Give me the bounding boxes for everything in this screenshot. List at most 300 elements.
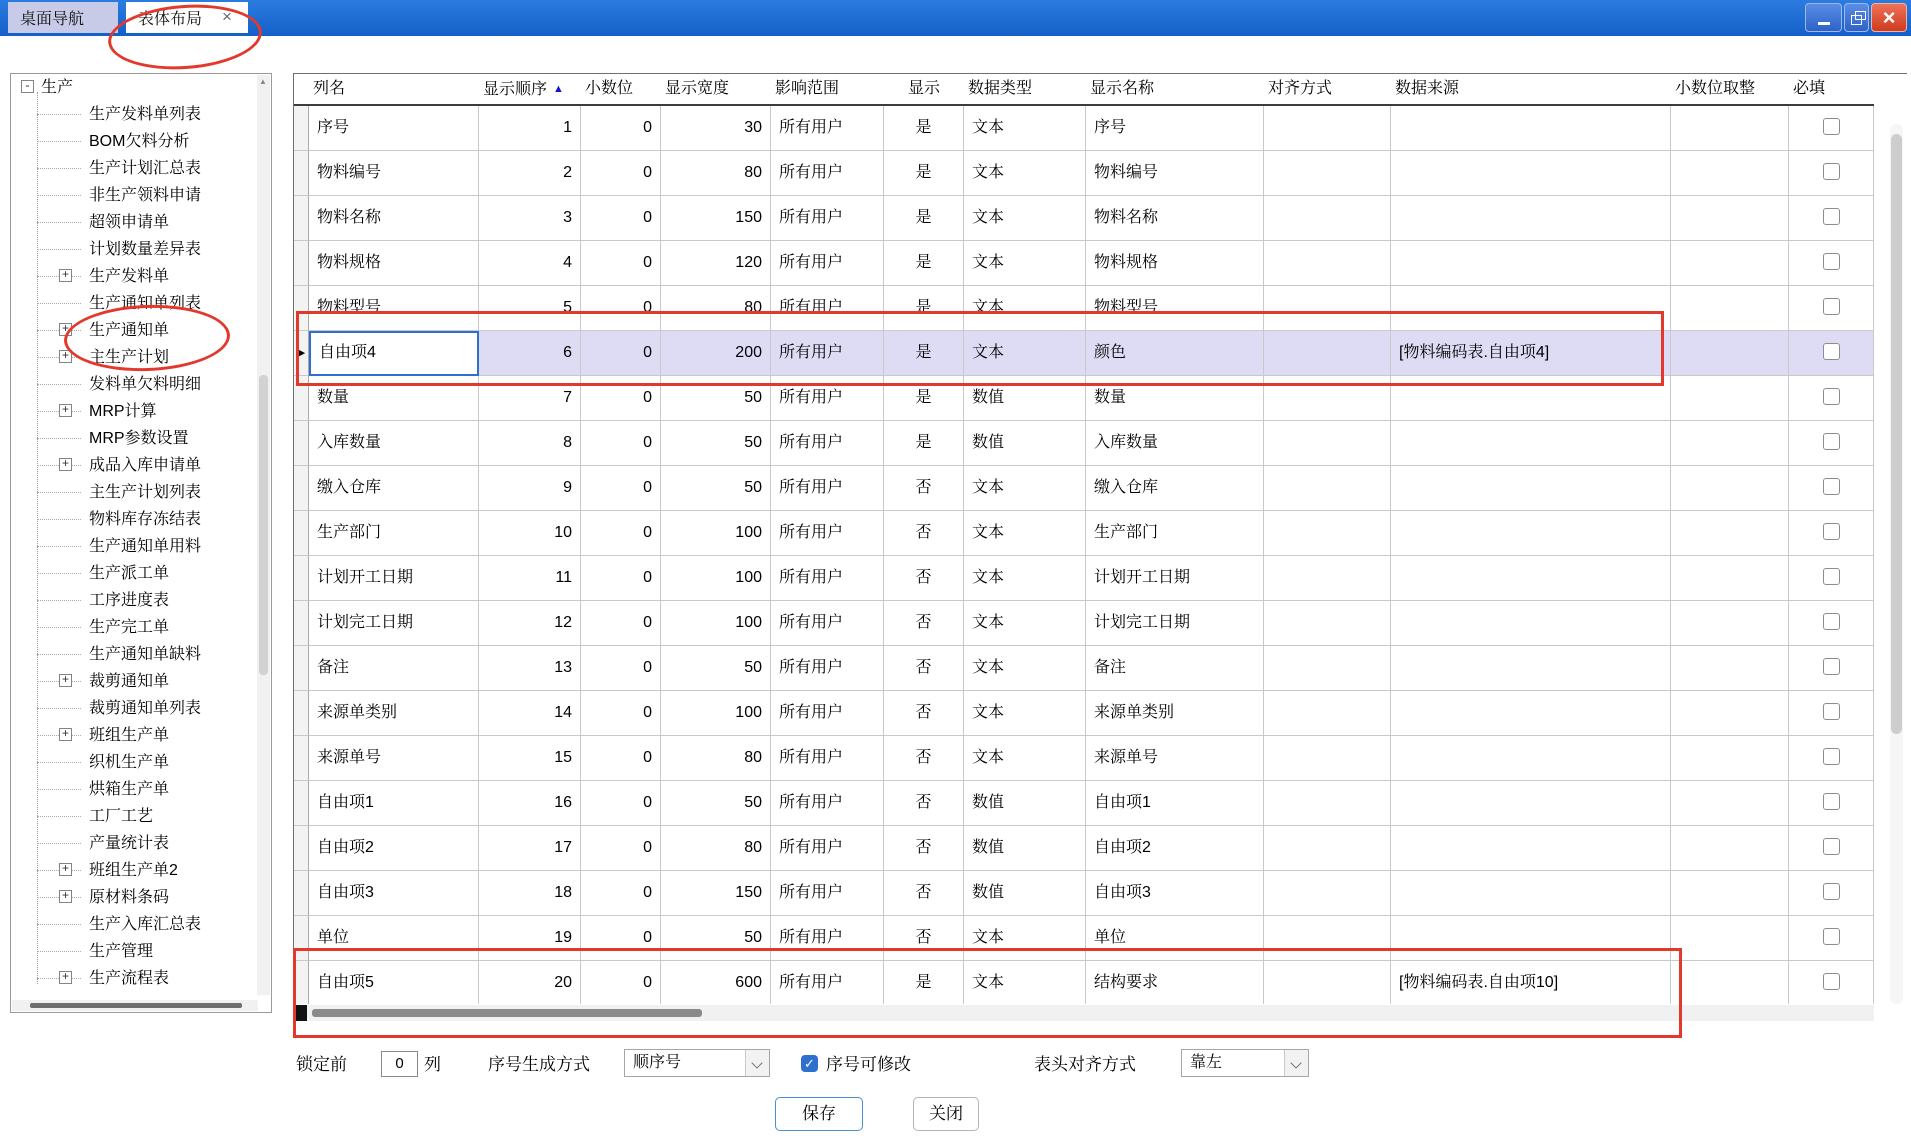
order-cell[interactable]: 16 (479, 781, 581, 826)
grid-vscroll-thumb[interactable] (1891, 134, 1902, 734)
expand-icon[interactable]: + (59, 890, 72, 903)
required-checkbox[interactable] (1823, 613, 1840, 630)
column-header-required[interactable]: 必填 (1793, 80, 1826, 97)
order-cell[interactable]: 20 (479, 961, 581, 1004)
align-cell[interactable] (1264, 826, 1391, 871)
tree-item-22[interactable] (11, 668, 271, 695)
column-header-show[interactable]: 显示 (907, 80, 940, 97)
required-cell[interactable] (1789, 691, 1874, 736)
required-cell[interactable] (1789, 736, 1874, 781)
align-cell[interactable] (1264, 196, 1391, 241)
source-cell[interactable]: [物料编码表.自由项10] (1391, 961, 1671, 1004)
round-cell[interactable] (1671, 961, 1789, 1004)
grid-hscroll-thumb[interactable] (312, 1009, 702, 1017)
align-cell[interactable] (1264, 511, 1391, 556)
round-cell[interactable] (1671, 736, 1789, 781)
show-cell[interactable]: 否 (884, 826, 964, 871)
scope-cell[interactable]: 所有用户 (771, 871, 884, 916)
name-cell[interactable]: 自由项3 (309, 871, 479, 916)
show-cell[interactable]: 否 (884, 511, 964, 556)
round-cell[interactable] (1671, 331, 1789, 376)
display-cell[interactable]: 单位 (1086, 916, 1264, 961)
dec-cell[interactable]: 0 (581, 646, 661, 691)
order-cell[interactable]: 14 (479, 691, 581, 736)
tab-close-icon[interactable]: × (222, 7, 232, 26)
required-cell[interactable] (1789, 331, 1874, 376)
display-cell[interactable]: 来源单号 (1086, 736, 1264, 781)
row-indicator[interactable] (294, 556, 309, 601)
required-cell[interactable] (1789, 601, 1874, 646)
name-cell[interactable]: 自由项4 (309, 331, 479, 376)
width-cell[interactable]: 50 (661, 916, 771, 961)
align-cell[interactable] (1264, 466, 1391, 511)
required-checkbox[interactable] (1823, 928, 1840, 945)
column-header-type[interactable]: 数据类型 (968, 80, 1033, 97)
tree-item-13[interactable] (11, 425, 271, 452)
required-checkbox[interactable] (1823, 343, 1840, 360)
tree-item-9[interactable] (11, 317, 271, 344)
required-checkbox[interactable] (1823, 658, 1840, 675)
tree-item-25[interactable] (11, 749, 271, 776)
type-cell[interactable]: 文本 (964, 736, 1086, 781)
name-cell[interactable]: 来源单类别 (309, 691, 479, 736)
align-cell[interactable] (1264, 916, 1391, 961)
round-cell[interactable] (1671, 106, 1789, 151)
dec-cell[interactable]: 0 (581, 511, 661, 556)
align-cell[interactable] (1264, 646, 1391, 691)
align-cell[interactable] (1264, 691, 1391, 736)
row-indicator[interactable] (294, 466, 309, 511)
scope-cell[interactable]: 所有用户 (771, 556, 884, 601)
row-indicator[interactable] (294, 376, 309, 421)
required-cell[interactable] (1789, 241, 1874, 286)
width-cell[interactable]: 80 (661, 736, 771, 781)
order-cell[interactable]: 5 (479, 286, 581, 331)
order-cell[interactable]: 6 (479, 331, 581, 376)
type-cell[interactable]: 文本 (964, 286, 1086, 331)
dec-cell[interactable]: 0 (581, 151, 661, 196)
close-button[interactable]: 关闭 (913, 1097, 979, 1131)
grid-vertical-scrollbar[interactable] (1890, 124, 1903, 1004)
name-cell[interactable]: 生产部门 (309, 511, 479, 556)
required-checkbox[interactable] (1823, 568, 1840, 585)
source-cell[interactable] (1391, 736, 1671, 781)
expand-icon[interactable]: + (59, 863, 72, 876)
type-cell[interactable]: 数值 (964, 781, 1086, 826)
scope-cell[interactable]: 所有用户 (771, 376, 884, 421)
scope-cell[interactable]: 所有用户 (771, 106, 884, 151)
required-checkbox[interactable] (1823, 118, 1840, 135)
source-cell[interactable] (1391, 421, 1671, 466)
show-cell[interactable]: 否 (884, 736, 964, 781)
show-cell[interactable]: 是 (884, 961, 964, 1004)
tab-desktop-nav[interactable] (8, 2, 118, 33)
tree-item-31[interactable] (11, 911, 271, 938)
name-cell[interactable]: 自由项1 (309, 781, 479, 826)
show-cell[interactable]: 否 (884, 646, 964, 691)
show-cell[interactable]: 否 (884, 556, 964, 601)
show-cell[interactable]: 是 (884, 241, 964, 286)
name-cell[interactable]: 备注 (309, 646, 479, 691)
scope-cell[interactable]: 所有用户 (771, 646, 884, 691)
order-cell[interactable]: 11 (479, 556, 581, 601)
width-cell[interactable]: 100 (661, 556, 771, 601)
source-cell[interactable] (1391, 556, 1671, 601)
source-cell[interactable] (1391, 376, 1671, 421)
display-cell[interactable]: 颜色 (1086, 331, 1264, 376)
show-cell[interactable]: 是 (884, 421, 964, 466)
source-cell[interactable] (1391, 241, 1671, 286)
tree-item-30[interactable] (11, 884, 271, 911)
dec-cell[interactable]: 0 (581, 691, 661, 736)
tree-item-23[interactable] (11, 695, 271, 722)
column-header-source[interactable]: 数据来源 (1395, 80, 1460, 97)
dec-cell[interactable]: 0 (581, 331, 661, 376)
round-cell[interactable] (1671, 286, 1789, 331)
required-cell[interactable] (1789, 286, 1874, 331)
source-cell[interactable] (1391, 646, 1671, 691)
tree-item-33[interactable] (11, 965, 271, 992)
scope-cell[interactable]: 所有用户 (771, 826, 884, 871)
scope-cell[interactable]: 所有用户 (771, 286, 884, 331)
row-indicator[interactable] (294, 106, 309, 151)
name-cell[interactable]: 入库数量 (309, 421, 479, 466)
type-cell[interactable]: 数值 (964, 826, 1086, 871)
dec-cell[interactable]: 0 (581, 736, 661, 781)
width-cell[interactable]: 50 (661, 421, 771, 466)
order-cell[interactable]: 17 (479, 826, 581, 871)
row-indicator[interactable] (294, 736, 309, 781)
display-cell[interactable]: 结构要求 (1086, 961, 1264, 1004)
tree-item-16[interactable] (11, 506, 271, 533)
header-align-select[interactable] (1181, 1049, 1309, 1077)
round-cell[interactable] (1671, 151, 1789, 196)
name-cell[interactable]: 自由项2 (309, 826, 479, 871)
required-cell[interactable] (1789, 376, 1874, 421)
round-cell[interactable] (1671, 601, 1789, 646)
required-checkbox[interactable] (1823, 838, 1840, 855)
type-cell[interactable]: 文本 (964, 196, 1086, 241)
show-cell[interactable]: 否 (884, 871, 964, 916)
expand-icon[interactable]: + (59, 728, 72, 741)
required-cell[interactable] (1789, 646, 1874, 691)
source-cell[interactable] (1391, 691, 1671, 736)
round-cell[interactable] (1671, 916, 1789, 961)
name-cell[interactable]: 单位 (309, 916, 479, 961)
display-cell[interactable]: 自由项1 (1086, 781, 1264, 826)
tree-item-14[interactable] (11, 452, 271, 479)
tree-item-29[interactable] (11, 857, 271, 884)
type-cell[interactable]: 文本 (964, 916, 1086, 961)
scope-cell[interactable]: 所有用户 (771, 196, 884, 241)
row-indicator[interactable] (294, 871, 309, 916)
round-cell[interactable] (1671, 511, 1789, 556)
expand-icon[interactable]: + (59, 350, 72, 363)
column-header-order[interactable]: 显示顺序 ▲ (483, 81, 564, 98)
display-cell[interactable]: 序号 (1086, 106, 1264, 151)
name-cell[interactable]: 缴入仓库 (309, 466, 479, 511)
required-cell[interactable] (1789, 871, 1874, 916)
order-cell[interactable]: 15 (479, 736, 581, 781)
align-cell[interactable] (1264, 556, 1391, 601)
dec-cell[interactable]: 0 (581, 781, 661, 826)
row-indicator[interactable] (294, 646, 309, 691)
tree-item-7[interactable] (11, 263, 271, 290)
required-checkbox[interactable] (1823, 523, 1840, 540)
tree-item-11[interactable] (11, 371, 271, 398)
dec-cell[interactable]: 0 (581, 106, 661, 151)
row-indicator[interactable] (294, 511, 309, 556)
row-indicator[interactable] (294, 781, 309, 826)
display-cell[interactable]: 备注 (1086, 646, 1264, 691)
type-cell[interactable]: 文本 (964, 601, 1086, 646)
order-cell[interactable]: 4 (479, 241, 581, 286)
scope-cell[interactable]: 所有用户 (771, 691, 884, 736)
required-cell[interactable] (1789, 196, 1874, 241)
type-cell[interactable]: 数值 (964, 421, 1086, 466)
required-checkbox[interactable] (1823, 253, 1840, 270)
source-cell[interactable] (1391, 916, 1671, 961)
width-cell[interactable]: 50 (661, 376, 771, 421)
order-cell[interactable]: 13 (479, 646, 581, 691)
type-cell[interactable]: 文本 (964, 646, 1086, 691)
source-cell[interactable] (1391, 466, 1671, 511)
dec-cell[interactable]: 0 (581, 871, 661, 916)
display-cell[interactable]: 物料名称 (1086, 196, 1264, 241)
scope-cell[interactable]: 所有用户 (771, 241, 884, 286)
source-cell[interactable] (1391, 781, 1671, 826)
required-cell[interactable] (1789, 466, 1874, 511)
round-cell[interactable] (1671, 691, 1789, 736)
row-indicator[interactable] (294, 601, 309, 646)
grid-horizontal-scrollbar[interactable] (294, 1005, 1874, 1021)
required-cell[interactable] (1789, 826, 1874, 871)
source-cell[interactable] (1391, 286, 1671, 331)
row-indicator[interactable] (294, 241, 309, 286)
dec-cell[interactable]: 0 (581, 916, 661, 961)
width-cell[interactable]: 120 (661, 241, 771, 286)
type-cell[interactable]: 文本 (964, 511, 1086, 556)
row-indicator[interactable] (294, 691, 309, 736)
tree-item-6[interactable] (11, 236, 271, 263)
tree-item-10[interactable] (11, 344, 271, 371)
row-indicator[interactable] (294, 196, 309, 241)
scope-cell[interactable]: 所有用户 (771, 601, 884, 646)
collapse-icon[interactable]: - (21, 80, 34, 93)
row-indicator[interactable] (294, 286, 309, 331)
required-checkbox[interactable] (1823, 793, 1840, 810)
show-cell[interactable]: 是 (884, 151, 964, 196)
display-cell[interactable]: 来源单类别 (1086, 691, 1264, 736)
type-cell[interactable]: 文本 (964, 151, 1086, 196)
scope-cell[interactable]: 所有用户 (771, 466, 884, 511)
tree-hscroll-thumb[interactable] (30, 1003, 242, 1008)
source-cell[interactable] (1391, 871, 1671, 916)
display-cell[interactable]: 数量 (1086, 376, 1264, 421)
order-cell[interactable]: 9 (479, 466, 581, 511)
tree-item-17[interactable] (11, 533, 271, 560)
tree-horizontal-scrollbar[interactable] (12, 1000, 258, 1011)
row-indicator[interactable] (294, 916, 309, 961)
save-button[interactable]: 保存 (775, 1097, 863, 1131)
required-checkbox[interactable] (1823, 388, 1840, 405)
scope-cell[interactable]: 所有用户 (771, 421, 884, 466)
column-header-width[interactable]: 显示宽度 (665, 80, 730, 97)
tree-item-1[interactable] (11, 101, 271, 128)
width-cell[interactable]: 50 (661, 466, 771, 511)
width-cell[interactable]: 30 (661, 106, 771, 151)
align-cell[interactable] (1264, 736, 1391, 781)
width-cell[interactable]: 50 (661, 781, 771, 826)
round-cell[interactable] (1671, 196, 1789, 241)
required-checkbox[interactable] (1823, 973, 1840, 990)
column-header-display[interactable]: 显示名称 (1090, 80, 1155, 97)
expand-icon[interactable]: + (59, 323, 72, 336)
type-cell[interactable]: 文本 (964, 331, 1086, 376)
name-cell[interactable]: 物料规格 (309, 241, 479, 286)
display-cell[interactable]: 缴入仓库 (1086, 466, 1264, 511)
show-cell[interactable]: 是 (884, 376, 964, 421)
show-cell[interactable]: 是 (884, 331, 964, 376)
source-cell[interactable] (1391, 151, 1671, 196)
round-cell[interactable] (1671, 421, 1789, 466)
required-checkbox[interactable] (1823, 478, 1840, 495)
type-cell[interactable]: 文本 (964, 691, 1086, 736)
tree-item-32[interactable] (11, 938, 271, 965)
display-cell[interactable]: 物料型号 (1086, 286, 1264, 331)
required-checkbox[interactable] (1823, 883, 1840, 900)
required-cell[interactable] (1789, 781, 1874, 826)
align-cell[interactable] (1264, 601, 1391, 646)
source-cell[interactable] (1391, 196, 1671, 241)
align-cell[interactable] (1264, 961, 1391, 1004)
dec-cell[interactable]: 0 (581, 376, 661, 421)
tree-item-27[interactable] (11, 803, 271, 830)
round-cell[interactable] (1671, 646, 1789, 691)
round-cell[interactable] (1671, 466, 1789, 511)
tree-item-26[interactable] (11, 776, 271, 803)
dec-cell[interactable]: 0 (581, 826, 661, 871)
order-cell[interactable]: 2 (479, 151, 581, 196)
type-cell[interactable]: 文本 (964, 241, 1086, 286)
source-cell[interactable] (1391, 826, 1671, 871)
order-cell[interactable]: 7 (479, 376, 581, 421)
source-cell[interactable] (1391, 601, 1671, 646)
column-header-dec[interactable]: 小数位 (585, 80, 634, 97)
show-cell[interactable]: 否 (884, 691, 964, 736)
align-cell[interactable] (1264, 106, 1391, 151)
row-indicator[interactable]: ▶ (294, 331, 309, 376)
tree-item-4[interactable] (11, 182, 271, 209)
tree-item-21[interactable] (11, 641, 271, 668)
tree-item-3[interactable] (11, 155, 271, 182)
order-cell[interactable]: 12 (479, 601, 581, 646)
display-cell[interactable]: 物料规格 (1086, 241, 1264, 286)
tree-item-12[interactable] (11, 398, 271, 425)
show-cell[interactable]: 否 (884, 916, 964, 961)
scope-cell[interactable]: 所有用户 (771, 781, 884, 826)
width-cell[interactable]: 150 (661, 871, 771, 916)
round-cell[interactable] (1671, 781, 1789, 826)
dec-cell[interactable]: 0 (581, 286, 661, 331)
row-indicator[interactable] (294, 826, 309, 871)
tree-item-5[interactable] (11, 209, 271, 236)
show-cell[interactable]: 是 (884, 106, 964, 151)
display-cell[interactable]: 物料编号 (1086, 151, 1264, 196)
name-cell[interactable]: 自由项5 (309, 961, 479, 1004)
column-header-scope[interactable]: 影响范围 (775, 80, 840, 97)
seq-editable-checkbox[interactable] (801, 1055, 818, 1072)
required-checkbox[interactable] (1823, 748, 1840, 765)
type-cell[interactable]: 文本 (964, 961, 1086, 1004)
type-cell[interactable]: 文本 (964, 466, 1086, 511)
width-cell[interactable]: 100 (661, 511, 771, 556)
show-cell[interactable]: 是 (884, 286, 964, 331)
expand-icon[interactable]: + (59, 404, 72, 417)
required-checkbox[interactable] (1823, 298, 1840, 315)
tree-item-2[interactable] (11, 128, 271, 155)
scope-cell[interactable]: 所有用户 (771, 151, 884, 196)
scope-cell[interactable]: 所有用户 (771, 511, 884, 556)
type-cell[interactable]: 数值 (964, 871, 1086, 916)
name-cell[interactable]: 数量 (309, 376, 479, 421)
align-cell[interactable] (1264, 286, 1391, 331)
column-header-ind[interactable] (294, 74, 309, 104)
width-cell[interactable]: 50 (661, 646, 771, 691)
show-cell[interactable]: 否 (884, 781, 964, 826)
round-cell[interactable] (1671, 241, 1789, 286)
tree-vscroll-thumb[interactable] (259, 375, 268, 675)
window-maximize-button[interactable] (1844, 3, 1869, 32)
display-cell[interactable]: 计划开工日期 (1086, 556, 1264, 601)
tree-item-28[interactable] (11, 830, 271, 857)
dec-cell[interactable]: 0 (581, 196, 661, 241)
expand-icon[interactable]: + (59, 971, 72, 984)
order-cell[interactable]: 3 (479, 196, 581, 241)
align-cell[interactable] (1264, 781, 1391, 826)
width-cell[interactable]: 80 (661, 151, 771, 196)
name-cell[interactable]: 计划完工日期 (309, 601, 479, 646)
row-indicator[interactable] (294, 961, 309, 1004)
row-indicator[interactable] (294, 151, 309, 196)
width-cell[interactable]: 100 (661, 691, 771, 736)
align-cell[interactable] (1264, 151, 1391, 196)
align-cell[interactable] (1264, 241, 1391, 286)
name-cell[interactable]: 序号 (309, 106, 479, 151)
name-cell[interactable]: 物料型号 (309, 286, 479, 331)
width-cell[interactable]: 100 (661, 601, 771, 646)
show-cell[interactable]: 是 (884, 196, 964, 241)
scope-cell[interactable]: 所有用户 (771, 961, 884, 1004)
display-cell[interactable]: 计划完工日期 (1086, 601, 1264, 646)
required-cell[interactable] (1789, 421, 1874, 466)
order-cell[interactable]: 1 (479, 106, 581, 151)
display-cell[interactable]: 生产部门 (1086, 511, 1264, 556)
display-cell[interactable]: 入库数量 (1086, 421, 1264, 466)
name-cell[interactable]: 来源单号 (309, 736, 479, 781)
round-cell[interactable] (1671, 376, 1789, 421)
required-checkbox[interactable] (1823, 433, 1840, 450)
lock-columns-input[interactable]: 0 (381, 1051, 418, 1077)
required-cell[interactable] (1789, 151, 1874, 196)
align-cell[interactable] (1264, 331, 1391, 376)
name-cell[interactable]: 计划开工日期 (309, 556, 479, 601)
required-cell[interactable] (1789, 916, 1874, 961)
column-header-align[interactable]: 对齐方式 (1268, 80, 1333, 97)
dec-cell[interactable]: 0 (581, 466, 661, 511)
row-indicator[interactable] (294, 421, 309, 466)
show-cell[interactable]: 否 (884, 466, 964, 511)
